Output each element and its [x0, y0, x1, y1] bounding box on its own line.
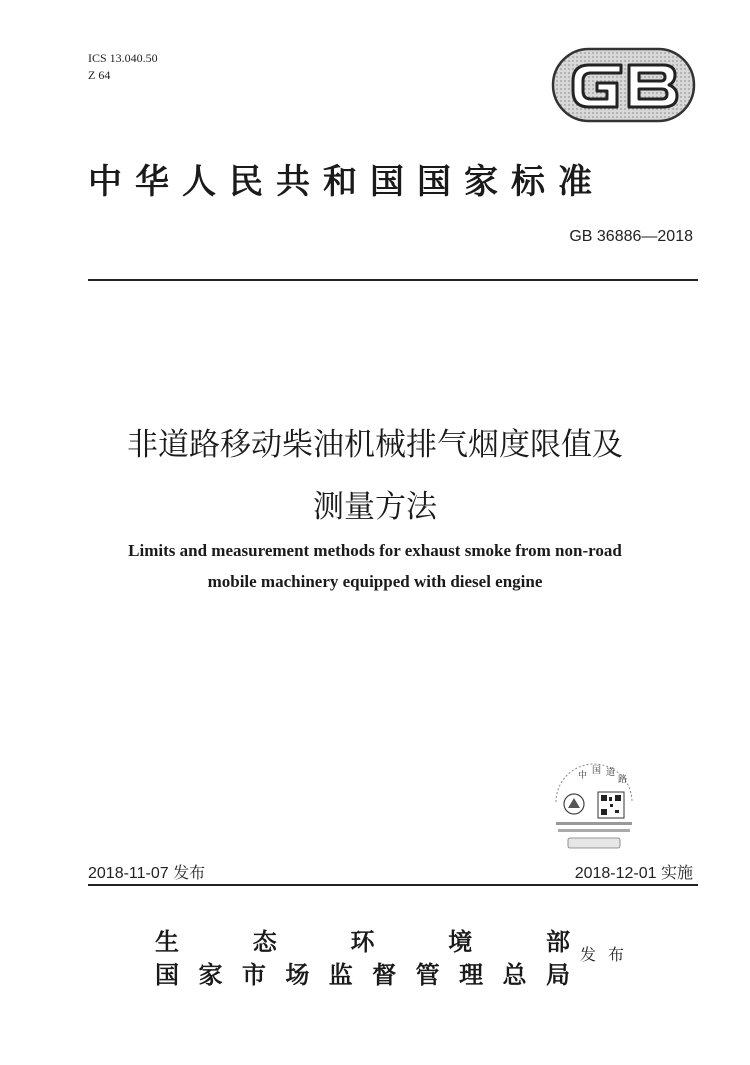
issuer-char: 局 — [545, 960, 570, 989]
anti-counterfeit-seal-icon — [548, 760, 640, 858]
svg-text:国: 国 — [592, 766, 602, 776]
ccs-code: Z 64 — [88, 68, 111, 82]
issuer-char: 态 — [252, 927, 277, 956]
issuer-char: 市 — [241, 960, 266, 989]
issuer-char: 管 — [415, 960, 440, 989]
document-title-cn-line2: 测量方法 — [313, 489, 437, 525]
issuer-char: 境 — [448, 927, 473, 956]
bottom-divider — [88, 884, 698, 886]
issuer-line-1 — [155, 922, 570, 957]
svg-text:路: 路 — [618, 775, 628, 785]
issuer-char: 部 — [546, 927, 570, 956]
classification-codes — [88, 50, 158, 84]
svg-text:道: 道 — [606, 768, 616, 778]
issuer-char: 环 — [350, 927, 375, 956]
issuer-char: 理 — [459, 960, 484, 989]
issuer-char: 场 — [285, 960, 310, 989]
issuer-char: 监 — [328, 960, 353, 989]
document-title-en-line2: mobile machinery equipped with diesel engine — [207, 572, 543, 591]
issuer-line-2 — [155, 955, 570, 990]
issuer-char: 生 — [155, 927, 179, 956]
document-title-en-line1: Limits and measurement methods for exhaust smoke from non-road — [128, 541, 622, 560]
issuer-char: 国 — [155, 960, 179, 989]
svg-text:中: 中 — [578, 771, 588, 781]
issue-date: 2018-11-07 发布 — [88, 865, 206, 882]
top-divider — [88, 279, 698, 281]
document-title-cn-line1: 非道路移动柴油机械排气烟度限值及 — [127, 427, 623, 463]
standard-category-title: 中华人民共和国国家标准 — [88, 162, 605, 202]
standard-number: GB 36886—2018 — [569, 228, 693, 245]
publish-label: 发布 — [580, 945, 637, 964]
implementation-date: 2018-12-01 实施 — [574, 865, 693, 882]
ics-code: ICS 13.040.50 — [88, 51, 158, 65]
issuer-char: 总 — [502, 960, 527, 989]
issuer-char: 督 — [372, 960, 397, 989]
gb-logo-icon — [551, 47, 696, 123]
issuer-char: 家 — [198, 960, 223, 989]
